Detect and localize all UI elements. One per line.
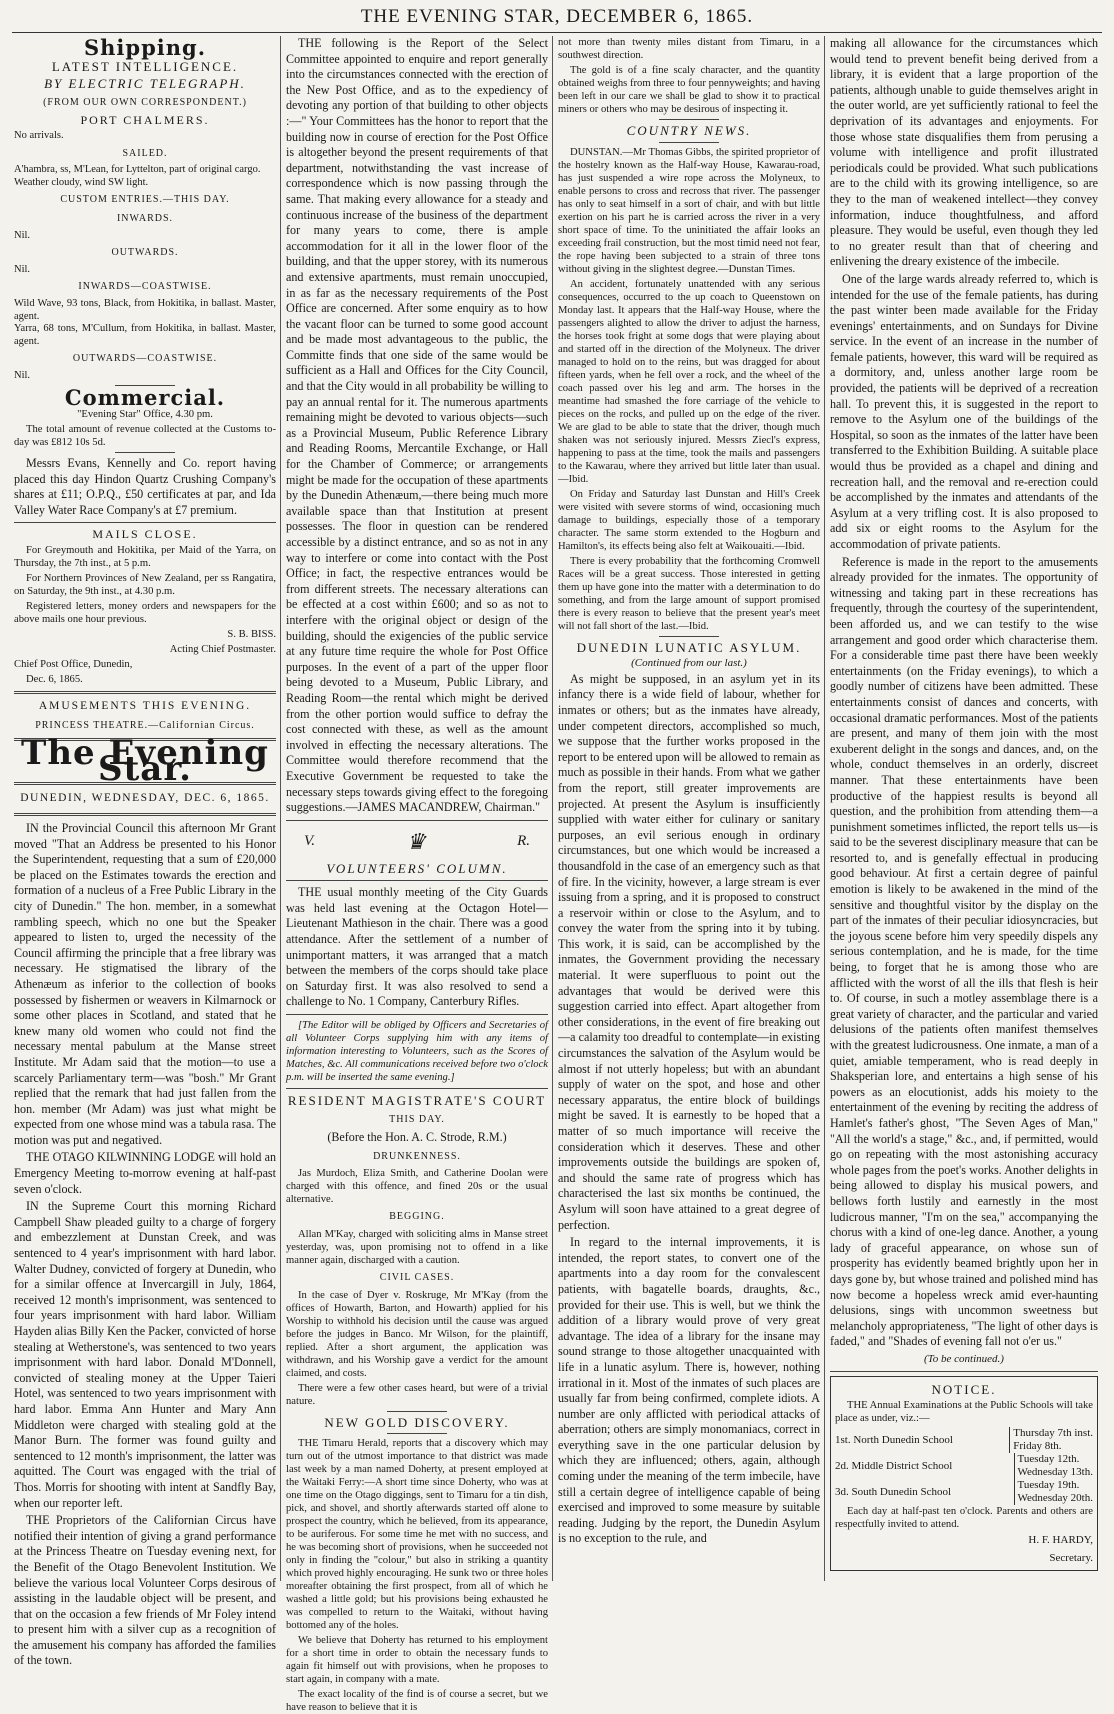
shipping-line: Weather cloudy, wind SW light.	[14, 176, 149, 188]
divider	[14, 691, 276, 694]
court-day: THIS DAY.	[389, 1113, 445, 1125]
school-name: 3d. South Dunedin School	[835, 1485, 952, 1498]
mails-signature: S. B. BISS.	[227, 629, 276, 641]
country-news-heading: COUNTRY NEWS.	[626, 123, 752, 138]
notice-signature: Secretary.	[1049, 1551, 1093, 1564]
column-divider	[824, 36, 825, 1581]
article-paragraph: THE Timaru Herald, reports that a discovery which may turn out of the utmost importance to that district was made last week by a man named Doherty, at present employed at the Waitaki Ferry:—A short time since Doherty, who was at one time on the Otago diggings, sent to Timaru for a tin dish, pick, and shovel, and shortly afterwards started off alone to prospect the country, which he believed, from its appearance, to be auriferous. For some time he met with no success, and he was becoming short of provisions, when he succeeded not only in finding the "colour," but also in striking a quantity which proved highly encouraging. He sunk two or three holes moreafter obtaining the first prospect, from all of which he washed a little gold; but his provisions being exhausted he was compelled to return to the Waitaki, without having bottomed any of the holes.	[286, 1438, 548, 1632]
article-paragraph: making all allowance for the circumstances which would tend to prevent benefit being derived from a library, it is evident that a large proportion of the patients, although unable to guide themselves aright in the outer world, are yet sufficiently rational to feel the deprivation of its advantages and enjoyments. For those whose state disqualifies them from perusing a volume with intelligence and profit illustrated periodicals could be provided. What such publications are to the child with its growing intelligence, so are they to the man of weakened intellect—they convey information, induce thoughtfulness, and afford pleasure. They would be useful, even though they led to no greater result than that of cheering and enlivening the dreary existence of the imbecile.	[830, 36, 1098, 269]
column-divider	[552, 36, 553, 1581]
column-1	[14, 35, 276, 1668]
crest-letter-v: V.	[304, 832, 315, 849]
divider	[286, 1014, 548, 1015]
school-name: 2d. Middle District School	[835, 1459, 953, 1472]
divider	[286, 1088, 548, 1089]
article-paragraph: THE usual monthly meeting of the City Guards was held last evening at the Octagon Hotel—Lieutenant Mathieson in the chair. There was a good attendance. After the settlement of a number of unimportant matters, it was arranged that a match between the members of the corps should take place on Saturday first. It was also resolved to send a challenge to No. 1 Company, Canterbury Rifles.	[286, 885, 548, 1009]
column-2	[286, 36, 548, 1714]
article-paragraph: There is every probability that the forthcoming Cromwell Races will be a great success. Those interested in getting them up have gone into the matter with a determination to do something, and from the large amount of support promised there is every reason to believe that the present year's meet will not fall short of the last.—Ibid.	[558, 555, 820, 632]
article-paragraph: An accident, fortunately unattended with any serious consequences, occurred to the up coach to Queenstown on Monday last. It appears that the Half-way House, where the passengers alighted to allow the driver to adjust the harness, the horses took fright at some dogs that were playing about and started off in the direction of the Molyneux. The driver managed to hold on to the reins, but was dragged for about fifteen yards, when he fell over a rock, and the wheel of the coach passed over his leg and arm. The horses in the meantime had smashed the fore carriage of the vehicle to pieces on the rocks, and pulled up on the edge of the river. We are glad to be able to state that the driver, though much shaken was not seriously injured. Messrs Ziecl's express, happening to pass at the time, took the mails and passengers to the Kawarau, where they arrived but little later than usual.—Ibid.	[558, 278, 820, 485]
shipping-line: Yarra, 68 tons, M'Cullum, from Hokitika, in ballast. Master, agent.	[14, 323, 276, 347]
mails-heading: MAILS CLOSE.	[92, 527, 198, 542]
latest-intelligence-heading: LATEST INTELLIGENCE.	[51, 58, 239, 74]
court-before: (Before the Hon. A. C. Strode, R.M.)	[327, 1130, 507, 1145]
court-paragraph: In the case of Dyer v. Roskruge, Mr M'Kay (from the offices of Howarth, Barton, and Howarth) applied for his Worship to withhold his decision until the cause was argued before the judges in Banco. Mr Wilson, for the plaintiff, replied. After a short argument, the application was withdrawn, and his Worship gave a verdict for the amount claimed, and costs.	[286, 1289, 548, 1379]
shipping-heading: Shipping.	[83, 35, 207, 60]
court-paragraph: There were a few other cases heard, but were of a trivial nature.	[286, 1382, 548, 1407]
divider	[115, 452, 175, 453]
article-paragraph: THE following is the Report of the Select Committee appointed to enquire and report generally into the circumstances connected with the erection of the New Post Office, and as to the expediency of devoting any portion of that building to other objects :—" Your Committees has the honor to report that the building now in course of erection for the Post Office is altogether beyond the present requirements of that department, notwithstanding the vast increase of correspondence which is now passing through the same. That making every allowance for a steady and continuous increase of the business of the department for many years to come, there is ample accommodation for it all in the lower floor of the building, and that the upper storey, with its numerous and extensive apartments, must remain unoccupied, in as far as the necessary requirements of the Post Office are concerned. After some enquiry as to how the vacant floor can be turned to some good account and be made most advantageous to the public, the Committe finds that one side of the same would be sufficient as a Hall and Offices for the City Council, and that the City would in all probability be willing to pay an annual rental for it. The numerous apartments remaining might be devoted to various objects—such as a Provincial Museum, Public Reference Library and Reading Rooms, Mercantile Exchange, or Hall for the Chamber of Commerce; or arrangements might be made for the occupation of these apartments by the Dunedin Athenæum,—there being much more available space than that Institution at present possesses. The floor in question can be rendered accessible by a distinct entrance, and so as not in any way to interfere or come into contact with the Post Office; in fact, the respective entrances would be from different streets. The necessary alterations can be effected at a cost within £600; and so as not to interfere with the original object or design of the building, should the exigencies of the public service at any future time require the whole for Post Office purposes. In the event of a part of the upper floor being devoted to a Museum, Public Library, and Reading Room—the rental which might be derived from the other portion would suffice to defray the cost connected with these, as well as the amount involved in effecting the necessary alterations. The Committee would therefore recommend that the Executive Government be requested to take the necessary steps towards giving effect to the foregoing suggestions.—JAMES MACANDREW, Chairman."	[286, 36, 548, 815]
school-row	[835, 1427, 1093, 1453]
divider	[659, 636, 719, 637]
column-3	[558, 36, 820, 1581]
sailed-heading: SAILED.	[122, 147, 168, 159]
drunkenness-heading: DRUNKENNESS.	[373, 1150, 461, 1162]
shipping-line: No arrivals.	[14, 129, 64, 141]
column-4	[830, 36, 1098, 1581]
mails-line: For Northern Provinces of New Zealand, per ss Rangatira, on Saturday, the 9th inst., at 4.30 p.m.	[14, 573, 276, 598]
shipping-line: Nil.	[14, 369, 31, 381]
court-heading: RESIDENT MAGISTRATE'S COURT	[287, 1093, 547, 1109]
mails-line: For Greymouth and Hokitika, per Maid of the Yarra, on Thursday, the 7th inst., at 5 p.m.	[14, 545, 276, 570]
custom-heading: CUSTOM ENTRIES.—THIS DAY.	[60, 194, 230, 206]
school-date: Friday 8th.	[1013, 1440, 1062, 1453]
article-paragraph: On Friday and Saturday last Dunstan and Hill's Creek were visited with severe storms of wind, occasioning much damage to buildings, especially those of a temporary character. The same storm extended to the Hogburn and Hamilton's, its effects being also felt at Waikouaiti.—Ibid.	[558, 488, 820, 552]
royal-crest-icon: ♛	[406, 828, 426, 854]
commercial-line: The total amount of revenue collected at the Customs to-day was £812 10s 5d.	[14, 424, 276, 449]
article-paragraph: As might be supposed, in an asylum yet in its infancy there is a wide field of labour, whether for inmates or others; but as the inmates have already, under competent directors, accomplished so much, we suppose that the further works proposed in the report to be entered upon will be allowed to remain as much as possible in their hands. From what we gather from the report, still greater improvements are projected. At present the Asylum is insufficiently supplied with water either for culinary or sanitary purposes, an evil serious enough in ordinary circumstances, but one which would be increased a thousandfold in the case of an emergency such as that of fire. In the vicinity, however, a large stream is ever issuing from a spring, and it is proposed to construct a reservoir within or close to the Asylum, and to convey the water from the spring into it by tubing. This work, it is said, can be accomplished by the inmates, the Government providing the necessary material. It were superfluous to point out the advantages that would be derived were this suggestion carried into effect. Apart altogether from other considerations, in the event of fire breaking out—a calamity too dreadful to contemplate—in existing circumstances the salvation of the Asylum would be almost if not utterly hopeless; but with an abundant supply of water on the spot, and hose and other necessary apparatus, the entire block of buildings might be saved. It is earnestly to be hoped that a matter of so much importance will receive the consideration which it deserves. These and other improvements outside the buildings are spoken of, and should the same rate of progress which has characterised the last six months be continued, the Asylum will soon have attained to a great degree of perfection.	[558, 671, 820, 1232]
outwards-heading: OUTWARDS.	[111, 247, 179, 259]
outwards-coastwise-heading: OUTWARDS—COASTWISE.	[72, 353, 218, 365]
notice-box	[830, 1376, 1098, 1571]
article-paragraph: The exact locality of the find is of course a secret, but we have reason to believe that it is	[286, 1689, 548, 1714]
crest-letter-r: R.	[517, 832, 530, 849]
article-paragraph: DUNSTAN.—Mr Thomas Gibbs, the spirited proprietor of the hostelry known as the Half-way House, Kawarau-road, has just suspended a wire rope across the Molyneux, to enable persons to cross and recross that river. The passenger has only to seat himself in a sort of chair, and with but little exertion on his part he is carried across the river in a very short space of time. To the uninitiated the affair looks an exceeding frail construction, but the most timid need not fear, the rope having been subjected to a strain of three tons without giving in the slightest degree.—Dunstan Times.	[558, 146, 820, 275]
divider	[830, 1371, 1098, 1372]
school-name: 1st. North Dunedin School	[835, 1433, 953, 1446]
school-dates	[1014, 1453, 1094, 1479]
shipping-line: Nil.	[14, 263, 31, 275]
editor-note: [The Editor will be obliged by Officers and Secretaries of all Volunteer Corps supplying him with any items of information interesting to Volunteers, such as the Scores of Matches, &c. All communications received before two o'clock p.m. will be inserted the same evening.]	[286, 1020, 548, 1084]
article-paragraph: The gold is of a fine scaly character, and the quantity obtained weighs from three to four pennyweights; and having been left in our care we shall be glad to show it to practical miners or others who may be desirous of inspecting it.	[558, 65, 820, 115]
article-paragraph: THE OTAGO KILWINNING LODGE will hold an Emergency Meeting to-morrow evening at half-past seven o'clock.	[14, 1150, 276, 1196]
begging-heading: BEGGING.	[389, 1211, 445, 1223]
school-date: Thursday 7th inst.	[1013, 1427, 1093, 1440]
amusements-line: PRINCESS THEATRE.—Californian Circus.	[35, 719, 255, 731]
commercial-line: "Evening Star" Office, 4.30 pm.	[77, 409, 213, 421]
amusements-heading: AMUSEMENTS THIS EVENING.	[38, 700, 252, 713]
school-date: Tuesday 12th.	[1017, 1453, 1080, 1466]
school-date: Wednesday 20th.	[1017, 1492, 1093, 1505]
column-divider	[280, 36, 281, 1581]
divider	[387, 1411, 447, 1412]
inwards-coastwise-heading: INWARDS—COASTWISE.	[78, 281, 212, 293]
commercial-heading: Commercial.	[64, 385, 226, 411]
school-dates	[1009, 1427, 1093, 1453]
notice-paragraph: Each day at half-past ten o'clock. Parents and others are respectfully invited to attend.	[835, 1506, 1093, 1531]
school-date: Tuesday 19th.	[1017, 1479, 1080, 1492]
notice-signature: H. F. HARDY,	[1028, 1534, 1093, 1547]
school-date: Wednesday 13th.	[1017, 1466, 1093, 1479]
top-rule	[12, 32, 1102, 33]
asylum-heading: DUNEDIN LUNATIC ASYLUM.	[576, 639, 802, 655]
commercial-paragraph: Messrs Evans, Kennelly and Co. report having placed this day Hindon Quartz Crushing Company's shares at £11; O.P.Q., £50 certificates at par, and Ida Valley Water Race Company's at £7 premium.	[14, 456, 276, 517]
divider	[659, 119, 719, 120]
divider	[14, 522, 276, 523]
to-be-continued: (To be continued.)	[924, 1352, 1004, 1365]
dateline: DUNEDIN, WEDNESDAY, DEC. 6, 1865.	[20, 792, 270, 805]
divider	[286, 820, 548, 821]
inwards-heading: INWARDS.	[116, 212, 174, 224]
shipping-line: Nil.	[14, 229, 31, 241]
mails-location: Chief Post Office, Dunedin,	[14, 659, 133, 671]
mails-line: Registered letters, money orders and newspapers for the above mails one hour previous.	[14, 601, 276, 626]
page-masthead: THE EVENING STAR, DECEMBER 6, 1865.	[360, 6, 754, 27]
newspaper-nameplate: The Evening Star.	[21, 733, 269, 789]
article-paragraph: In regard to the internal improvements, it is intended, the report states, to convert one of the apartments into a day room for the convalescent patients, with bagatelle boards, draughts, &c., provided for their use. This is well, but we think the addition of a library would prove of very great advantage. The idea of a library for the insane may sound strange to those altogether unacquainted with life in a lunatic asylum. There is, however, nothing irrational in it. Most of the inmates of such places are usually far from being confirmed, complete idiots. A number are only afflicted with periodical attacks of aberration; others are simply monomaniacs, correct in everything save in the one particular delusion by which they are influenced; others, again, although coming under the meaning of the term imbecile, have still a certain degree of intelligence capable of being exercised and improved to some measure by suitable reading. Judging by the report, the Dunedin Asylum is no exception to the rule, and	[558, 1235, 820, 1546]
civil-cases-heading: CIVIL CASES.	[379, 1272, 455, 1283]
school-row	[835, 1479, 1093, 1505]
telegraph-subheading: BY ELECTRIC TELEGRAPH.	[44, 76, 246, 92]
mails-date: Dec. 6, 1865.	[26, 674, 83, 686]
shipping-line: A'hambra, ss, M'Lean, for Lyttelton, part of original cargo.	[14, 164, 261, 176]
court-paragraph: Allan M'Kay, charged with soliciting alms in Manse street yesterday, was, upon promising not to offend in a like manner again, discharged with a caution.	[286, 1229, 548, 1266]
shipping-line: Wild Wave, 93 tons, Black, from Hokitika, in ballast. Master, agent.	[14, 297, 276, 322]
article-paragraph: THE Proprietors of the Californian Circus have notified their intention of giving a grand performance at the Princess Theatre on Tuesday evening next, for the Benefit of the Otago Benevolent Institution. We believe the various local Volunteer Corps desirous of assisting in the laudable object will be present, and that on the occasion a few friends of Mr Foley intend to present him with a silver cup as a recognition of the amusement his company has afforded the families of the town.	[14, 1513, 276, 1668]
divider	[286, 880, 548, 881]
article-paragraph: Reference is made in the report to the amusements already provided for the inmates. The opportunity of witnessing and taking part in these recreations has frequently, through the courtesy of the superintendent, been afforded us, and we can testify to the wise arrangement and good order which characterise them. For a considerable time past there have been weekly entertainments (on the Friday evenings), to which a goodly number of citizens have been admitted. These entertainments consist of dances and concerts, with occasional dramatic performances. Most of the patients are present, and many of them join with the most exuberent delight in the songs and dances, and, on the whole, conduct themselves in an orderly, discreet manner. That these entertainments have been productive of the happiest results is beyond all question, and the prohibition from attending them—a punishment sometimes inflicted, the report tells us—is said to be the severest disciplinary measure that can be resorted to, and is genefally effectual in producing good behaviour. At first a certain degree of painful emotion is likely to be awakened in the mind of the sensitive and thoughtful visitor by the display on the part of the inmates of their peculiar idiosyncracies, but the joyous scene before him very speedily dispels any serious contemplation, and he is made, for the time being, to forget that he is among those who are afflicted with the worst of all the ills that flesh is heir to. Of course, in such a motley assemblage there is a great variety of character, and the particular and varied delusions of the patients often manifest themselves with the greatest ludicrousness. One inmate, a man of a quiet, amiable temperament, who is read deeply in Shaksperian lore, and entertains a high sense of his powers as an elocutionist, adds his moiety to the entertainment of the evening by reciting the address of Hamlet's father's ghost, "The Seven Ages of Man," "All the world's a stage," &c., and, if permitted, would go on repeating with the most astonishing accuracy whole pages from the poet's works. Another delights in being allowed to display his musical powers, and bellows forth lustily and earnestly in the most ludicrous manner, "I'm on the sea," accompanying the chorus with a kind of one-leg dance. Another, a young lady of graceful appearance, on whose sun of prosperity has evidently beamed brightly upon her in days gone by, but whose trained and polished mind has now become a hopeless wreck amid ever-haunting delusions, sings with uncommon sweetness but melancholy appropriateness, "The light of other days is faded," and "Shades of evening fall not o'er us."	[830, 554, 1098, 1349]
article-paragraph: IN the Provincial Council this afternoon Mr Grant moved "That an Address be presented to his Honor the Superintendent, requesting that a sum of £20,000 be placed on the Estimates towards the erection and formation of a nucleus of a Free Public Library in the city of Dunedin." The hon. member, in a somewhat rambling speech, which no one but the Speaker appeared to listen to, urged the necessity of the Council affirming the principle that a free library was necessary. He stigmatised the library of the Athenæum as inferior to the collection of books possessed by fishermen or weavers in Kilmarnock or some other places in Scotland, and stated that he knew many old women who could not find the necessary mental pabulum at the Manse street Institute. Mr Adam said that the motion—to use a scarcely Parliamentary term—was "bosh." Mr Grant replied that the remark that had just fallen from the hon. member (Mr Adam) was just what might be expected from one whose mind was a tabula rasa. The motion was put and negatived.	[14, 821, 276, 1147]
continued-note: (Continued from our last.)	[631, 657, 747, 670]
port-heading: PORT CHALMERS.	[80, 113, 210, 128]
divider	[387, 1433, 447, 1434]
article-paragraph: IN the Supreme Court this morning Richard Campbell Shaw pleaded guilty to a charge of forgery and embezzlement at Dunstan Creek, and was sentenced to 4 year's imprisonment with hard labor. Walter Dudney, convicted of forgery at Dunedin, who for a similar offence at Invercargill in July, 1864, received 12 month's imprisonment, was sentenced to four years imprisonment with hard labor. William Hayden alias Billy Ken the Packer, convicted of horse stealing at Wetherstone's, was sentenced to two years imprisonment with hard labor. Donald M'Donnell, convicted of stealing money at the Upper Taieri Hotel, was sentenced to two years imprisonment with hard labor. Emma Ann Hunter and Mary Ann Middleton were charged with stealing gold at the Manor Burn. The former was found guilty and sentenced to 12 month's imprisonment, the latter was aquitted. The Court was engaged with the trial of Thos. Morris for shooting with intent at Sandfly Bay, when our reporter left.	[14, 1199, 276, 1510]
notice-heading: NOTICE.	[931, 1382, 997, 1398]
article-paragraph: One of the large wards already referred to, which is intended for the use of the female patients, has during the past winter been made available for the Friday evenings' entertainments, and on Sundays for Divine service. In the event of an increase in the number of female patients, however, this ward will be required as a dormitory, and, unless another large room be provided, the patients will be deprived of a recreation hall. To prevent this, it is suggested in the report to remove to the Asylum one of the buildings of the Hospital, so soon as the inmates of the latter have been transferred to the Exhibition Building. A suitable place would thus be provided as a chapel and dining and recreation hall, and the removal and re-erection could be accomplished by the inmates and attendants of the Asylum at a very trifling cost. It is also proposed to add six or eight rooms to the Asylum for the accommodation of private patients.	[830, 271, 1098, 551]
article-paragraph: not more than twenty miles distant from Timaru, in a southwest direction.	[558, 37, 820, 61]
divider	[14, 813, 276, 816]
school-dates	[1014, 1479, 1094, 1505]
court-paragraph: Jas Murdoch, Eliza Smith, and Catherine Doolan were charged with this offence, and fined 20s or the usual alternative.	[286, 1168, 548, 1206]
correspondent-note: (FROM OUR OWN CORRESPONDENT.)	[43, 96, 247, 108]
volunteers-heading: VOLUNTEERS' COLUMN.	[326, 860, 508, 876]
divider	[659, 142, 719, 143]
notice-paragraph: THE Annual Examinations at the Public Schools will take place as under, viz.:—	[835, 1400, 1093, 1425]
school-row	[835, 1453, 1093, 1479]
gold-heading: NEW GOLD DISCOVERY.	[324, 1414, 510, 1430]
volunteers-crest	[286, 825, 548, 859]
mails-signature: Acting Chief Postmaster.	[169, 644, 276, 656]
article-paragraph: We believe that Doherty has returned to his employment for a short time in order to obtain the necessary funds to again fit himself out with provisions, when he proposes to start again, in company with a mate.	[286, 1635, 548, 1686]
